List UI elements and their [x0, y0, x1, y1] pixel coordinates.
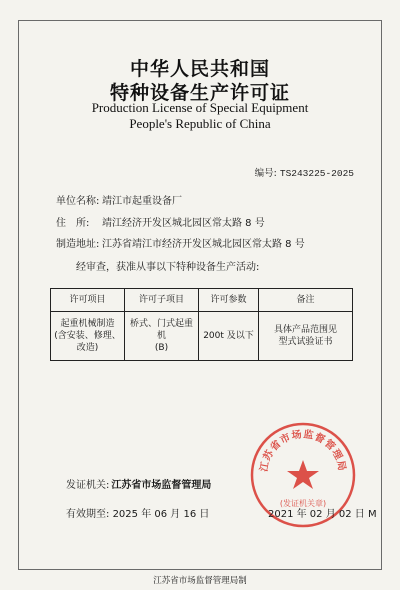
- serial-number: [255, 165, 354, 179]
- header-item: 许可项目: [51, 289, 125, 312]
- table-header-row: [51, 289, 353, 312]
- cell-subitem: [125, 312, 199, 361]
- cell-subitem-line2: (B): [154, 343, 169, 353]
- table-row: [51, 312, 353, 361]
- issue-date: 2021 年 02 月 02 日 M: [268, 509, 377, 520]
- cell-note: [259, 312, 353, 361]
- svg-text:(发证机关章): (发证机关章): [279, 499, 327, 508]
- header-subitem: 许可子项目: [125, 289, 199, 312]
- manufacture-site-value: 江苏省靖江市经济开发区城北园区常太路 8 号: [102, 239, 305, 250]
- title-cn-line2: 特种设备生产许可证: [109, 82, 290, 104]
- cell-note-line1: 具体产品范围见: [273, 325, 337, 335]
- license-table: [50, 288, 353, 361]
- title-en-line1: Production License of Special Equipment: [91, 100, 309, 115]
- cell-item-line2: (含安装、修理、: [54, 331, 121, 341]
- issuing-authority: [66, 476, 211, 491]
- issuer-value: 江苏省市场监督管理局: [111, 480, 212, 491]
- unit-name-label: 单位名称:: [56, 196, 100, 207]
- address-field: [56, 214, 265, 229]
- unit-name-value: 靖江市起重设备厂: [102, 196, 182, 207]
- cell-note-line2: 型式试验证书: [278, 337, 333, 347]
- title-cn-line1: 中华人民共和国: [129, 58, 270, 80]
- header-param: 许可参数: [199, 289, 259, 312]
- title-en-line2: People's Republic of China: [129, 116, 271, 131]
- validity-value: 2025 年 06 月 16 日: [112, 509, 210, 520]
- cell-param: 200t 及以下: [199, 312, 259, 361]
- validity: [66, 505, 209, 520]
- cell-item-line3: 改造): [76, 343, 99, 353]
- cell-subitem-line1: 桥式、门式起重机: [129, 319, 193, 341]
- address-value: 靖江经济开发区城北园区常太路 8 号: [102, 218, 265, 229]
- address-label: 住 所:: [56, 218, 90, 229]
- seal-star-icon: [287, 460, 319, 489]
- header-note: 备注: [259, 289, 353, 312]
- footer-printer: 江苏省市场监督管理局制: [153, 576, 247, 586]
- serial-value: TS243225-2025: [279, 168, 354, 179]
- manufacture-site-field: [56, 235, 305, 250]
- serial-label: 编号:: [254, 168, 277, 179]
- approval-statement: 经审查，获准从事以下特种设备生产活动:: [76, 262, 260, 273]
- svg-text:江苏省市场监督管理局: 江苏省市场监督管理局: [258, 429, 348, 473]
- issuer-label: 发证机关:: [66, 480, 110, 491]
- cell-item: [51, 312, 125, 361]
- validity-label: 有效期至:: [66, 509, 110, 520]
- cell-item-line1: 起重机械制造: [60, 319, 115, 329]
- unit-name-field: [56, 192, 182, 207]
- manufacture-site-label: 制造地址:: [56, 239, 100, 250]
